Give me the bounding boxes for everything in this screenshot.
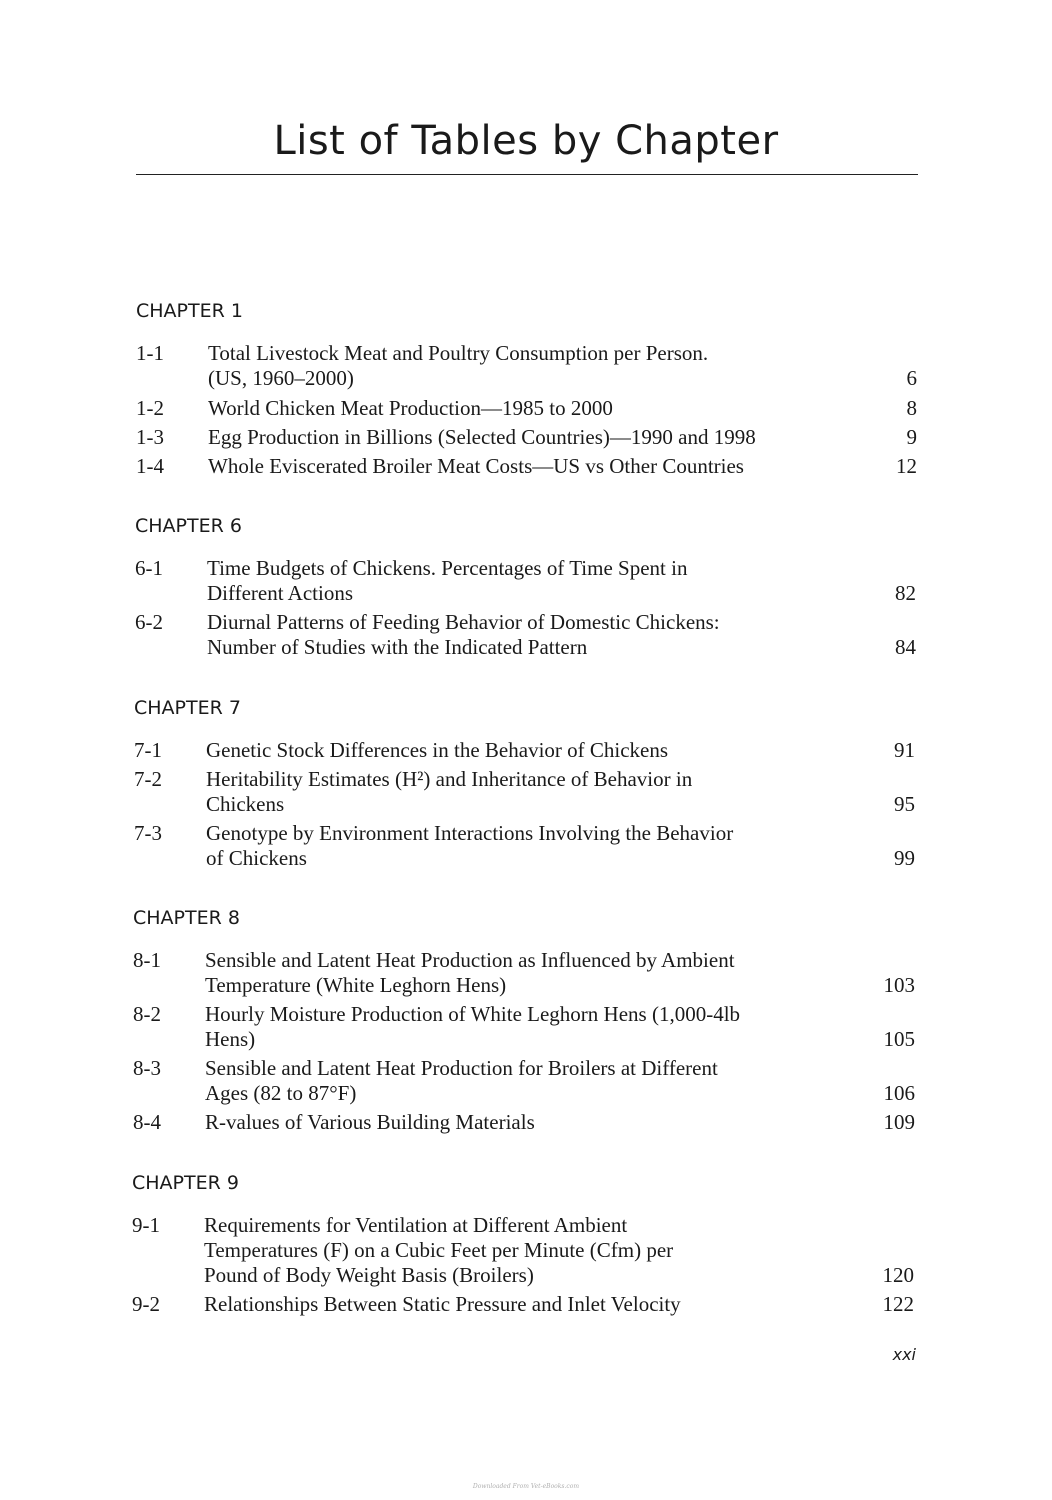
chapter-heading: CHAPTER 7 [134, 697, 241, 719]
table-title-line: Sensible and Latent Heat Production for Broilers at Different [205, 1056, 718, 1080]
table-title-line: Pound of Body Weight Basis (Broilers) [204, 1263, 534, 1287]
table-number: 8-3 [133, 1056, 161, 1080]
page-number: 82 [895, 581, 916, 605]
chapter-heading: CHAPTER 1 [136, 300, 243, 322]
table-number: 9-2 [132, 1292, 160, 1316]
table-title-line: R-values of Various Building Materials [205, 1110, 535, 1134]
table-title-line: Genetic Stock Differences in the Behavior of Chickens [206, 738, 669, 762]
page-number: 95 [894, 792, 915, 816]
table-title-line: Ages (82 to 87°F) [205, 1081, 357, 1105]
page-number: 12 [896, 454, 917, 478]
watermark: Downloaded From Vet-eBooks.com [472, 1483, 580, 1490]
table-number: 7-1 [134, 738, 162, 762]
table-title-line: Relationships Between Static Pressure and Inlet Velocity [204, 1292, 681, 1316]
chapter-heading: CHAPTER 6 [135, 515, 242, 537]
table-number: 9-1 [132, 1213, 160, 1237]
page-number: 9 [906, 425, 917, 449]
table-number: 1-1 [136, 341, 164, 365]
page-number: 84 [895, 635, 916, 659]
page-number: 99 [894, 846, 915, 870]
table-title-line: (US, 1960–2000) [208, 366, 354, 390]
table-title-line: of Chickens [206, 846, 307, 870]
table-title-line: Chickens [206, 792, 285, 816]
page-number: 103 [883, 973, 915, 997]
table-title-line: Genotype by Environment Interactions Involving the Behavior [206, 821, 734, 845]
chapter-heading: CHAPTER 8 [133, 907, 240, 929]
table-title-line: Hens) [205, 1027, 256, 1051]
table-number: 6-2 [135, 610, 163, 634]
title-rule [136, 174, 918, 175]
table-title-line: Number of Studies with the Indicated Pattern [207, 635, 588, 659]
table-number: 8-2 [133, 1002, 161, 1026]
table-title-line: Time Budgets of Chickens. Percentages of Time Spent in [207, 556, 688, 580]
table-number: 8-1 [133, 948, 161, 972]
page-folio: xxi [892, 1345, 916, 1364]
table-title-line: Requirements for Ventilation at Different Ambient [204, 1213, 628, 1237]
table-title-line: Temperatures (F) on a Cubic Feet per Minute (Cfm) per [204, 1238, 674, 1262]
page-number: 120 [882, 1263, 914, 1287]
table-title-line: World Chicken Meat Production—1985 to 2000 [208, 396, 613, 420]
chapter-heading: CHAPTER 9 [132, 1172, 239, 1194]
page-number: 122 [882, 1292, 914, 1316]
table-number: 7-3 [134, 821, 162, 845]
table-number: 1-2 [136, 396, 164, 420]
table-title-line: Whole Eviscerated Broiler Meat Costs—US vs Other Countries [208, 454, 744, 478]
page-number: 6 [906, 366, 917, 390]
table-number: 1-4 [136, 454, 164, 478]
table-number: 6-1 [135, 556, 163, 580]
page-title: List of Tables by Chapter [273, 118, 779, 164]
table-title-line: Temperature (White Leghorn Hens) [205, 973, 507, 997]
page-number: 105 [883, 1027, 915, 1051]
page-number: 8 [906, 396, 917, 420]
page-number: 106 [883, 1081, 915, 1105]
table-title-line: Sensible and Latent Heat Production as Influenced by Ambient [205, 948, 735, 972]
table-number: 1-3 [136, 425, 164, 449]
page-number: 109 [883, 1110, 915, 1134]
page-number: 91 [894, 738, 915, 762]
table-number: 8-4 [133, 1110, 161, 1134]
table-title-line: Hourly Moisture Production of White Leghorn Hens (1,000-4lb [205, 1002, 741, 1026]
table-title-line: Different Actions [207, 581, 353, 605]
table-title-line: Heritability Estimates (H²) and Inheritance of Behavior in [206, 767, 693, 791]
table-title-line: Diurnal Patterns of Feeding Behavior of Domestic Chickens: [207, 610, 720, 634]
table-number: 7-2 [134, 767, 162, 791]
table-title-line: Egg Production in Billions (Selected Countries)—1990 and 1998 [208, 425, 756, 449]
table-title-line: Total Livestock Meat and Poultry Consumption per Person. [208, 341, 709, 365]
